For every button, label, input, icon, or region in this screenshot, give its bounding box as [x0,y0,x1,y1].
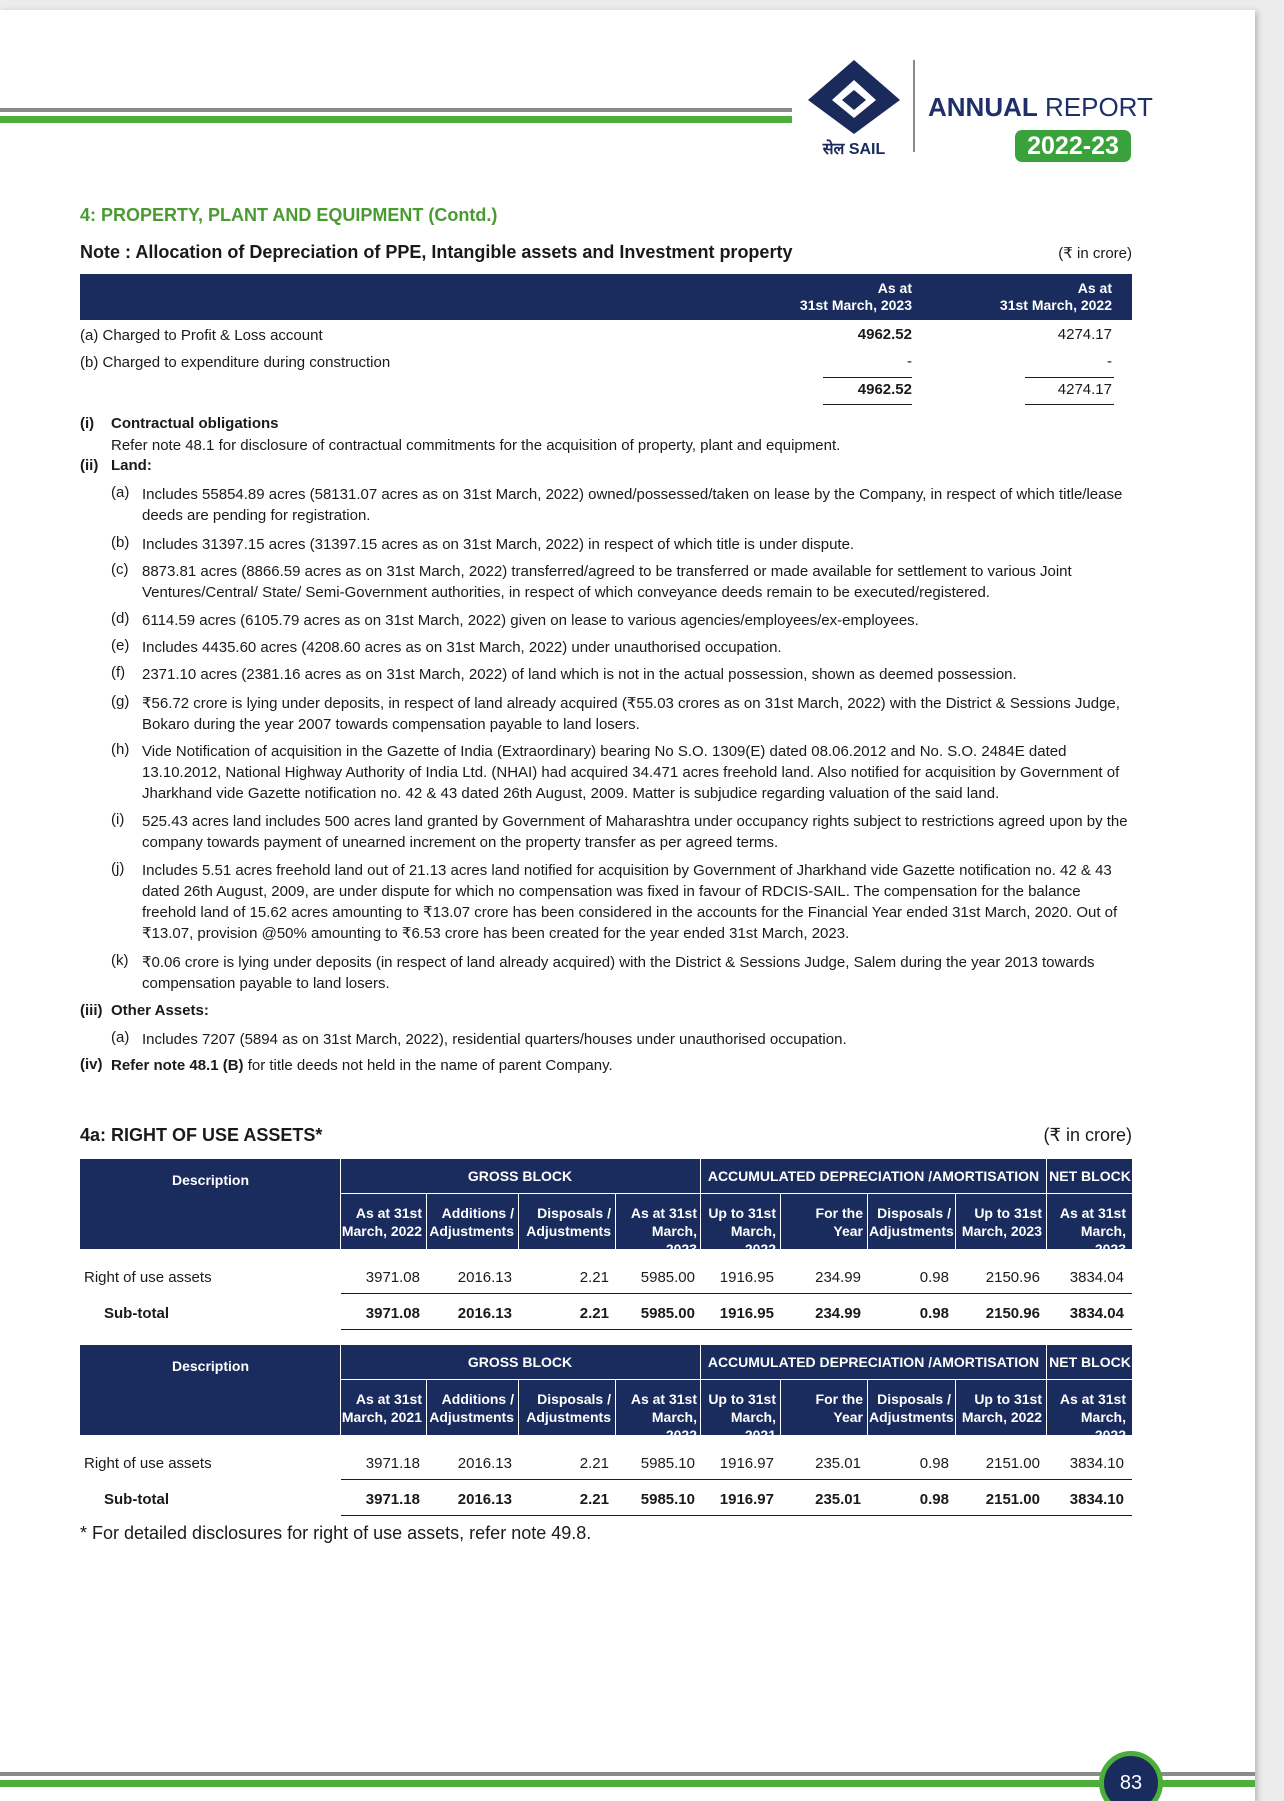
rou-subtotal-label: Sub-total [104,1305,169,1322]
rou-column-header: Year [833,1409,863,1425]
header-separator [615,1193,616,1249]
rou-value-cell: 2016.13 [457,1269,512,1286]
rou-column-header: March, 2022 [341,1223,422,1239]
total-rule [1025,404,1114,405]
header-separator [426,1193,427,1249]
rou-subtotal-cell: 2150.96 [985,1305,1040,1322]
land-item-key: (j) [111,860,125,877]
rou-value-cell: 3834.04 [1069,1269,1124,1286]
depreciation-row-value: 4962.52 [857,326,912,343]
header-divider [913,60,915,152]
subtotal-rule [341,1293,1132,1294]
land-item-key: (g) [111,693,130,710]
rou-gross-block-header: GROSS BLOCK [467,1354,573,1370]
rou-value-cell: 0.98 [919,1455,949,1472]
rou-column-header: Adjustments [429,1409,514,1425]
rou-value-cell: 1916.95 [719,1269,774,1286]
rou-column-header: Adjustments [526,1223,611,1239]
rou-column-header: Disposals / [537,1205,611,1221]
land-item-key: (b) [111,534,130,551]
total-rule [823,404,912,405]
rou-column-header: March, 2022 [961,1409,1042,1425]
land-item-key: (d) [111,610,130,627]
land-item-text: Vide Notification of acquisition in the Gazette of India (Extraordinary) bearing No S.O. 1309(E) dated 08.06.2012 and No. S.O. 2484E dated 13.10.2012, National Highway Authority of India Ltd. (NHAI) had acquired 34.471 acres freehold land. Also notified for acquisition by Government of Jharkhand vide Gazette notification no. 42 & 43 dated 26th August, 2009. Matter is subjudice regarding valuation of the said land. [142,743,1120,802]
rou-subtotal-cell: 3834.10 [1069,1491,1124,1508]
rou-column-header: Disposals / [877,1205,951,1221]
note-heading: Other Assets: [111,1002,209,1019]
note-number: (iv) [80,1056,103,1073]
subtotal-rule [341,1479,1132,1480]
rou-column-header: For the [815,1205,863,1221]
rou-row-label: Right of use assets [84,1269,212,1286]
header-separator [1046,1345,1047,1435]
rou-column-header: Additions / [441,1391,514,1407]
header-separator [518,1193,519,1249]
depreciation-table-header [80,274,1132,320]
footnote: * For detailed disclosures for right of use assets, refer note 49.8. [80,1523,592,1543]
rou-unit-label: (₹ in crore) [1043,1125,1132,1145]
depreciation-total-2022: 4274.17 [1057,381,1112,398]
rou-value-cell: 5985.10 [640,1455,695,1472]
report-page [0,10,1255,1801]
rou-section-title: 4a: RIGHT OF USE ASSETS* [80,1125,323,1145]
rou-value-cell: 2016.13 [457,1455,512,1472]
header-separator [1046,1159,1047,1249]
header-separator [780,1379,781,1435]
note-heading: Land: [111,457,152,474]
section-title: 4: PROPERTY, PLANT AND EQUIPMENT (Contd.) [80,205,498,225]
rou-subtotal-cell: 5985.00 [640,1305,695,1322]
land-item-key: (h) [111,741,130,758]
rou-column-header: For the [815,1391,863,1407]
land-item-key: (k) [111,952,129,969]
rou-accumulated-header: ACCUMULATED DEPRECIATION /AMORTISATION [707,1354,1040,1370]
subtotal-rule [341,1329,1132,1330]
depreciation-row-value: 4274.17 [1057,326,1112,343]
report-year-badge: 2022-23 [1015,130,1131,162]
rou-value-cell: 5985.00 [640,1269,695,1286]
header-separator [867,1193,868,1249]
footer-green-bar [0,1780,1255,1787]
rou-value-cell: 0.98 [919,1269,949,1286]
land-item-text: 8873.81 acres (8866.59 acres as on 31st March, 2022) transferred/agreed to be transferred or made available for settlement to various Joint Ventures/Central/ State/ Semi-Government authorities, in respect of which conveyance deeds remain to be executed/registered. [142,563,1072,601]
rou-subtotal-cell: 235.01 [815,1491,861,1508]
rou-column-header: March, 2022 [651,1409,697,1443]
rou-net-block-header: NET BLOCK [1049,1168,1131,1184]
col-header-2023: As at 31st March, 2023 [799,280,912,313]
rou-column-header: Disposals / [537,1391,611,1407]
rou-column-header: As at 31st [630,1205,697,1221]
depreciation-row-value: - [1107,353,1112,370]
header-separator [955,1193,956,1249]
rou-column-header: March, 2022 [730,1223,776,1257]
rou-subtotal-cell: 2151.00 [985,1491,1040,1508]
header-separator [341,1193,1132,1194]
note-heading: Contractual obligations [111,415,279,432]
rou-column-header: Additions / [441,1205,514,1221]
rou-column-header: Adjustments [526,1409,611,1425]
rou-subtotal-cell: 0.98 [919,1305,949,1322]
header-separator [955,1379,956,1435]
rou-column-header: As at 31st [1059,1205,1126,1221]
header-separator [700,1159,701,1249]
land-item-text: 2371.10 acres (2381.16 acres as on 31st March, 2022) of land which is not in the actual possession, shown as deemed possession. [142,666,1017,683]
land-item-key: (c) [111,561,129,578]
land-item-text: Includes 31397.15 acres (31397.15 acres as on 31st March, 2022) in respect of which title is under dispute. [142,536,855,553]
header-grey-bar [0,108,792,112]
rou-column-header: March, 2023 [961,1223,1042,1239]
rou-subtotal-cell: 1916.97 [719,1491,774,1508]
rou-column-header: March, 2022 [1080,1409,1126,1443]
land-item-text: 6114.59 acres (6105.79 acres as on 31st March, 2022) given on lease to various agencies/employees/ex-employees. [142,612,919,629]
other-asset-text: Includes 7207 (5894 as on 31st March, 2022), residential quarters/houses under unauthorised occupation. [142,1031,847,1048]
rou-gross-block-header: GROSS BLOCK [467,1168,573,1184]
rou-subtotal-cell: 2.21 [579,1491,609,1508]
rou-description-header: Description [171,1172,249,1188]
rou-subtotal-cell: 0.98 [919,1491,949,1508]
rou-subtotal-cell: 3971.08 [365,1305,420,1322]
land-item-key: (i) [111,811,125,828]
rou-value-cell: 2.21 [579,1269,609,1286]
land-item-text: Includes 5.51 acres freehold land out of 21.13 acres land notified for acquisition by Government of Jharkhand vide Gazette notification no. 42 & 43 dated 26th August, 2009, are under dispute for which no compensation was fixed in favour of RDCIS-SAIL. The compensation for the balance freehold land of 15.62 acres amounting to ₹13.07 crore has been considered in the accounts for the Financial Year ended 31st March, 2020. Out of ₹13.07, provision @50% amounting to ₹6.53 crore has been created for the year ended 31st March, 2023. [142,862,1118,942]
rou-value-cell: 234.99 [815,1269,861,1286]
rou-column-header: Up to 31st [974,1205,1042,1221]
depreciation-row-value: - [907,353,912,370]
rou-column-header: As at 31st [1059,1391,1126,1407]
land-item-text: ₹0.06 crore is lying under deposits (in respect of land already acquired) with the District & Sessions Judge, Salem during the year 2013 towards compensation payable to land losers. [142,954,1095,992]
land-item-text: ₹56.72 crore is lying under deposits, in respect of land already acquired (₹55.03 crores as on 31st March, 2022) with the District & Sessions Judge, Bokaro during the year 2007 towards compensation payable to land losers. [142,695,1120,733]
header-separator [700,1345,701,1435]
header-separator [780,1193,781,1249]
rou-column-header: March, 2021 [341,1409,422,1425]
note-number: (ii) [80,457,99,474]
header-separator [426,1379,427,1435]
rou-column-header: March, 2023 [1080,1223,1126,1257]
rou-value-cell: 3971.08 [365,1269,420,1286]
depreciation-total-2023: 4962.52 [857,381,912,398]
depreciation-row-label: (a) Charged to Profit & Loss account [80,327,323,344]
unit-label: (₹ in crore) [1058,245,1132,262]
rou-value-cell: 1916.97 [719,1455,774,1472]
land-item-key: (e) [111,637,130,654]
rou-description-header: Description [171,1358,249,1374]
rou-column-header: Up to 31st [974,1391,1042,1407]
rou-column-header: Adjustments [429,1223,514,1239]
rou-column-header: As at 31st [355,1205,422,1221]
header-separator [341,1379,1132,1380]
rou-column-header: Year [833,1223,863,1239]
rou-column-header: Adjustments [869,1223,954,1239]
rou-column-header: Up to 31st [708,1391,776,1407]
rou-subtotal-cell: 2016.13 [457,1491,512,1508]
land-item-text: Includes 55854.89 acres (58131.07 acres as on 31st March, 2022) owned/possessed/taken on lease by the Company, in respect of which title/lease deeds are pending for registration. [142,486,1123,524]
land-item-text: Includes 4435.60 acres (4208.60 acres as on 31st March, 2022) under unauthorised occupation. [142,639,782,656]
col-header-2022: As at 31st March, 2022 [999,280,1112,313]
rou-value-cell: 3834.10 [1069,1455,1124,1472]
annual-report-title: ANNUAL REPORT [928,92,1153,122]
subtotal-rule [341,1515,1132,1516]
header-separator [867,1379,868,1435]
rou-subtotal-cell: 2016.13 [457,1305,512,1322]
sail-logo-icon [806,58,902,136]
note-iv-text: Refer note 48.1 (B) for title deeds not held in the name of parent Company. [111,1057,613,1074]
rou-subtotal-cell: 3834.04 [1069,1305,1124,1322]
note-number: (i) [80,415,95,432]
rou-value-cell: 2.21 [579,1455,609,1472]
rou-column-header: Disposals / [877,1391,951,1407]
logo-text: सेल SAIL [822,141,886,158]
land-item-text: 525.43 acres land includes 500 acres land granted by Government of Maharashtra under occupancy rights subject to restrictions agreed upon by the company towards payment of unearned increment on the property transfer as per agreed terms. [142,813,1128,851]
rou-value-cell: 2150.96 [985,1269,1040,1286]
depreciation-row-label: (b) Charged to expenditure during construction [80,354,391,371]
header-green-bar [0,116,792,123]
total-rule [1025,377,1114,378]
rou-value-cell: 235.01 [815,1455,861,1472]
land-item-key: (a) [111,484,130,501]
footer-grey-bar [0,1772,1255,1776]
other-asset-key: (a) [111,1029,130,1046]
note-number: (iii) [80,1002,103,1019]
header-separator [615,1379,616,1435]
land-item-key: (f) [111,664,126,681]
rou-subtotal-label: Sub-total [104,1491,169,1508]
rou-subtotal-cell: 1916.95 [719,1305,774,1322]
rou-column-header: March, 2021 [730,1409,776,1443]
rou-subtotal-cell: 3971.18 [365,1491,420,1508]
rou-subtotal-cell: 234.99 [815,1305,861,1322]
rou-net-block-header: NET BLOCK [1049,1354,1131,1370]
page-number: 83 [1099,1751,1163,1801]
rou-row-label: Right of use assets [84,1455,212,1472]
header-separator [518,1379,519,1435]
note-title: Note : Allocation of Depreciation of PPE, Intangible assets and Investment property [80,242,793,262]
rou-column-header: As at 31st [630,1391,697,1407]
rou-value-cell: 3971.18 [365,1455,420,1472]
rou-column-header: As at 31st [355,1391,422,1407]
total-rule [823,377,912,378]
rou-column-header: March, 2023 [651,1223,697,1257]
note-text: Refer note 48.1 for disclosure of contractual commitments for the acquisition of property, plant and equipment. [111,437,841,454]
rou-accumulated-header: ACCUMULATED DEPRECIATION /AMORTISATION [707,1168,1040,1184]
rou-value-cell: 2151.00 [985,1455,1040,1472]
rou-subtotal-cell: 2.21 [579,1305,609,1322]
rou-column-header: Adjustments [869,1409,954,1425]
rou-subtotal-cell: 5985.10 [640,1491,695,1508]
rou-column-header: Up to 31st [708,1205,776,1221]
